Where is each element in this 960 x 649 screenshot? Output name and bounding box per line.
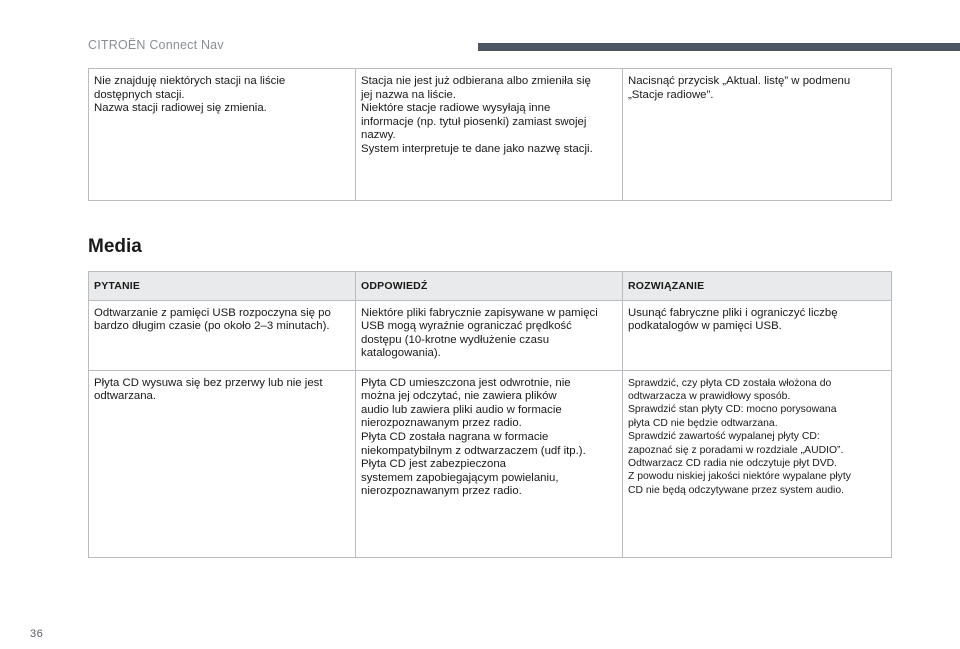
question-cell: Nie znajduję niektórych stacji na liście dostępnych stacji. Nazwa stacji radiowej się zmienia. — [89, 69, 356, 201]
question-cell: Płyta CD wysuwa się bez przerwy lub nie jest odtwarzana. — [89, 370, 356, 557]
media-troubleshooting-table — [88, 271, 892, 558]
table-row — [89, 69, 892, 201]
solution-cell: Nacisnąć przycisk „Aktual. listę” w podmenu „Stacje radiowe”. — [623, 69, 892, 201]
section-heading-media: Media — [88, 236, 142, 257]
answer-cell: Niektóre pliki fabrycznie zapisywane w pamięci USB mogą wyraźnie ograniczać prędkość dostępu (10-krotne wydłużenie czasu katalogowania). — [356, 300, 623, 370]
solution-cell: Sprawdzić, czy płyta CD została włożona do odtwarzacza w prawidłowy sposób. Sprawdzić stan płyty CD: mocno porysowana płyta CD nie będzie odtwarzana. Sprawdzić zawartość wypalanej płyty CD: zapoznać się z poradami w rozdziale „AUDIO”. Odtwarzacz CD radia nie odczytuje płyt DVD. Z powodu niskiej jakości niektóre wypalane płyty CD nie będą odczytywane przez system audio. — [623, 370, 892, 557]
answer-cell: Płyta CD umieszczona jest odwrotnie, nie można jej odczytać, nie zawiera plików audio lub zawiera pliki audio w formacie nierozpoznawanym przez radio. Płyta CD została nagrana w formacie niekompatybilnym z odtwarzaczem (udf itp.). Płyta CD jest zabezpieczona systemem zapobiegającym powielaniu, nierozpoznawanym przez radio. — [356, 370, 623, 557]
column-header-solution: ROZWIĄZANIE — [623, 272, 892, 301]
column-header-question: PYTANIE — [89, 272, 356, 301]
column-header-answer: ODPOWIEDŹ — [356, 272, 623, 301]
table-row — [89, 370, 892, 557]
table-header-row — [89, 272, 892, 301]
header-bar — [478, 43, 960, 51]
radio-troubleshooting-table — [88, 68, 892, 201]
solution-cell: Usunąć fabryczne pliki i ograniczyć liczbę podkatalogów w pamięci USB. — [623, 300, 892, 370]
question-cell: Odtwarzanie z pamięci USB rozpoczyna się po bardzo długim czasie (po około 2–3 minutach). — [89, 300, 356, 370]
document-header-title: CITROËN Connect Nav — [88, 38, 224, 52]
answer-cell: Stacja nie jest już odbierana albo zmieniła się jej nazwa na liście. Niektóre stacje radiowe wysyłają inne informacje (np. tytuł piosenki) zamiast swojej nazwy. System interpretuje te dane jako nazwę stacji. — [356, 69, 623, 201]
table-row — [89, 300, 892, 370]
page-number: 36 — [30, 628, 44, 640]
